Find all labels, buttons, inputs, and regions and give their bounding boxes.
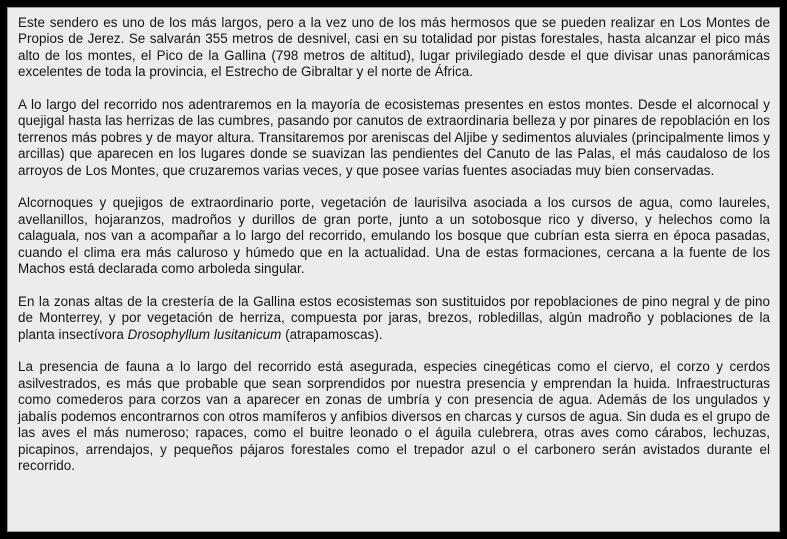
paragraph-vegetation: Alcornoques y quejigos de extraordinario porte, vegetación de laurisilva asociada a los cursos de agua, como laureles, avellanillos, hojaranzos, madroños y durillos de gran porte, junto a un sotobosque rico y diverso, y helechos como la calaguala, nos van a acompañar a lo largo del recorrido, emulando los bosque que cubrían esta sierra en época pasadas, cuando el clima era más caluroso y húmedo que en la actualidad. Una de estas formaciones, cercana a la fuente de los Machos está declarada como arboleda singular. [18,195,770,277]
paragraph-highlands [18,294,770,343]
paragraph-fauna: La presencia de fauna a lo largo del recorrido está asegurada, especies cinegéticas como el ciervo, el corzo y cerdos asilvestrados, es más que probable que sean sorprendidos por nuestra presencia y emprendan la huida. Infraestructuras como comederos para corzos van a aparecer en zonas de umbría y con presencia de agua. Además de los ungulados y jabalís podemos encontrarnos con otros mamíferos y anfibios diversos en charcas y cursos de agua. Sin duda es el grupo de las aves el más numeroso; rapaces, como el buitre leonado o el águila culebrera, otras aves como cárabos, lechuzas, picapinos, arrendajos, y pequeños pájaros forestales como el trepador azul o el carbonero serán avistados durante el recorrido. [18,359,770,473]
paragraph-highlands-text-before: En la zonas altas de la crestería de la Gallina estos ecosistemas son sustituidos por repoblaciones de pino negral y de pino de Monterrey, y por vegetación de herriza, compuesta por jaras, brezos, robledillas, algún madroño y poblaciones de la planta insectívora [18,293,770,342]
paragraph-route-intro: Este sendero es uno de los más largos, pero a la vez uno de los más hermosos que se pueden realizar en Los Montes de Propios de Jerez. Se salvarán 355 metros de desnivel, casi en su totalidad por pistas forestales, hasta alcanzar el pico más alto de los montes, el Pico de la Gallina (798 metros de altitud), lugar privilegiado desde el que divisar unas panorámicas excelentes de toda la provincia, el Estrecho de Gibraltar y el norte de África. [18,15,770,80]
species-name-italic: Drosophyllum lusitanicum [127,326,282,342]
document-body [18,15,770,474]
text-panel [7,7,780,532]
paragraph-ecosystems: A lo largo del recorrido nos adentraremos en la mayoría de ecosistemas presentes en estos montes. Desde el alcornocal y quejigal hasta las herrizas de las cumbres, pasando por canutos de extraordinaria belleza y por pinares de repoblación en los terrenos más pobres y de mayor altura. Transitaremos por areniscas del Aljibe y sedimentos aluviales (principalmente limos y arcillas) que aparecen en los lugares donde se suavizan las pendientes del Canuto de las Palas, el más caudaloso de los arroyos de Los Montes, que cruzaremos varias veces, y que posee varias fuentes asociadas muy bien conservadas. [18,97,770,178]
paragraph-highlands-text-after: (atrapamoscas). [281,326,383,342]
